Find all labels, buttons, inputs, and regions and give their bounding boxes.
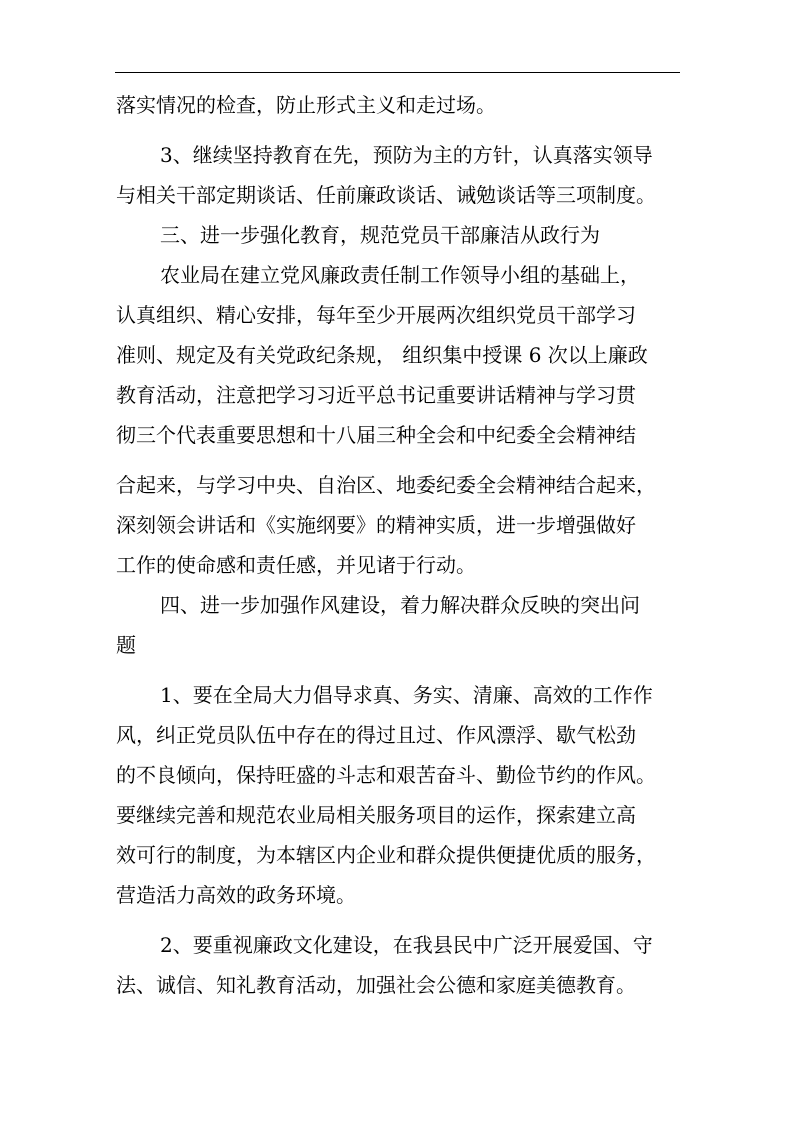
text-line: 1、要在全局大力倡导求真、务实、清廉、高效的工作作 [160,683,653,707]
text-line: 营造活力高效的政务环境。 [116,883,356,907]
text-line: 法、诚信、知礼教育活动，加强社会公德和家庭美德教育。 [116,973,636,997]
text-line: 3、继续坚持教育在先，预防为主的方针，认真落实领导 [160,143,653,167]
text-line: 要继续完善和规范农业局相关服务项目的运作，探索建立高 [116,803,636,827]
section-heading: 四、进一步加强作风建设，着力解决群众反映的突出问 [160,593,640,617]
text-line: 农业局在建立党风廉政责任制工作领导小组的基础上， [160,263,640,287]
text-line: 彻三个代表重要思想和十八届三种全会和中纪委全会精神结 [116,423,636,447]
text-line: 准则、规定及有关党政纪条规， 组织集中授课 6 次以上廉政 [116,343,648,367]
text-line: 认真组织、精心安排，每年至少开展两次组织党员干部学习 [116,303,636,327]
section-heading: 题 [116,633,136,657]
text-line: 教育活动，注意把学习习近平总书记重要讲话精神与学习贯 [116,383,636,407]
text-line: 落实情况的检查，防止形式主义和走过场。 [116,93,496,117]
text-line: 2、要重视廉政文化建设，在我县民中广泛开展爱国、守 [160,933,653,957]
text-line: 风，纠正党员队伍中存在的得过且过、作风漂浮、歇气松劲 [116,723,636,747]
text-line: 合起来，与学习中央、自治区、地委纪委全会精神结合起来， [116,473,656,497]
text-line: 的不良倾向，保持旺盛的斗志和艰苦奋斗、勤俭节约的作风。 [116,763,656,787]
text-line: 工作的使命感和责任感，并见诸于行动。 [116,553,476,577]
header-rule [115,72,680,73]
text-line: 与相关干部定期谈话、任前廉政谈话、诫勉谈话等三项制度。 [116,183,656,207]
text-line: 深刻领会讲话和《实施纲要》的精神实质，进一步增强做好 [116,513,636,537]
text-line: 效可行的制度，为本辖区内企业和群众提供便捷优质的服务， [116,843,656,867]
section-heading: 三、进一步强化教育，规范党员干部廉洁从政行为 [160,223,600,247]
